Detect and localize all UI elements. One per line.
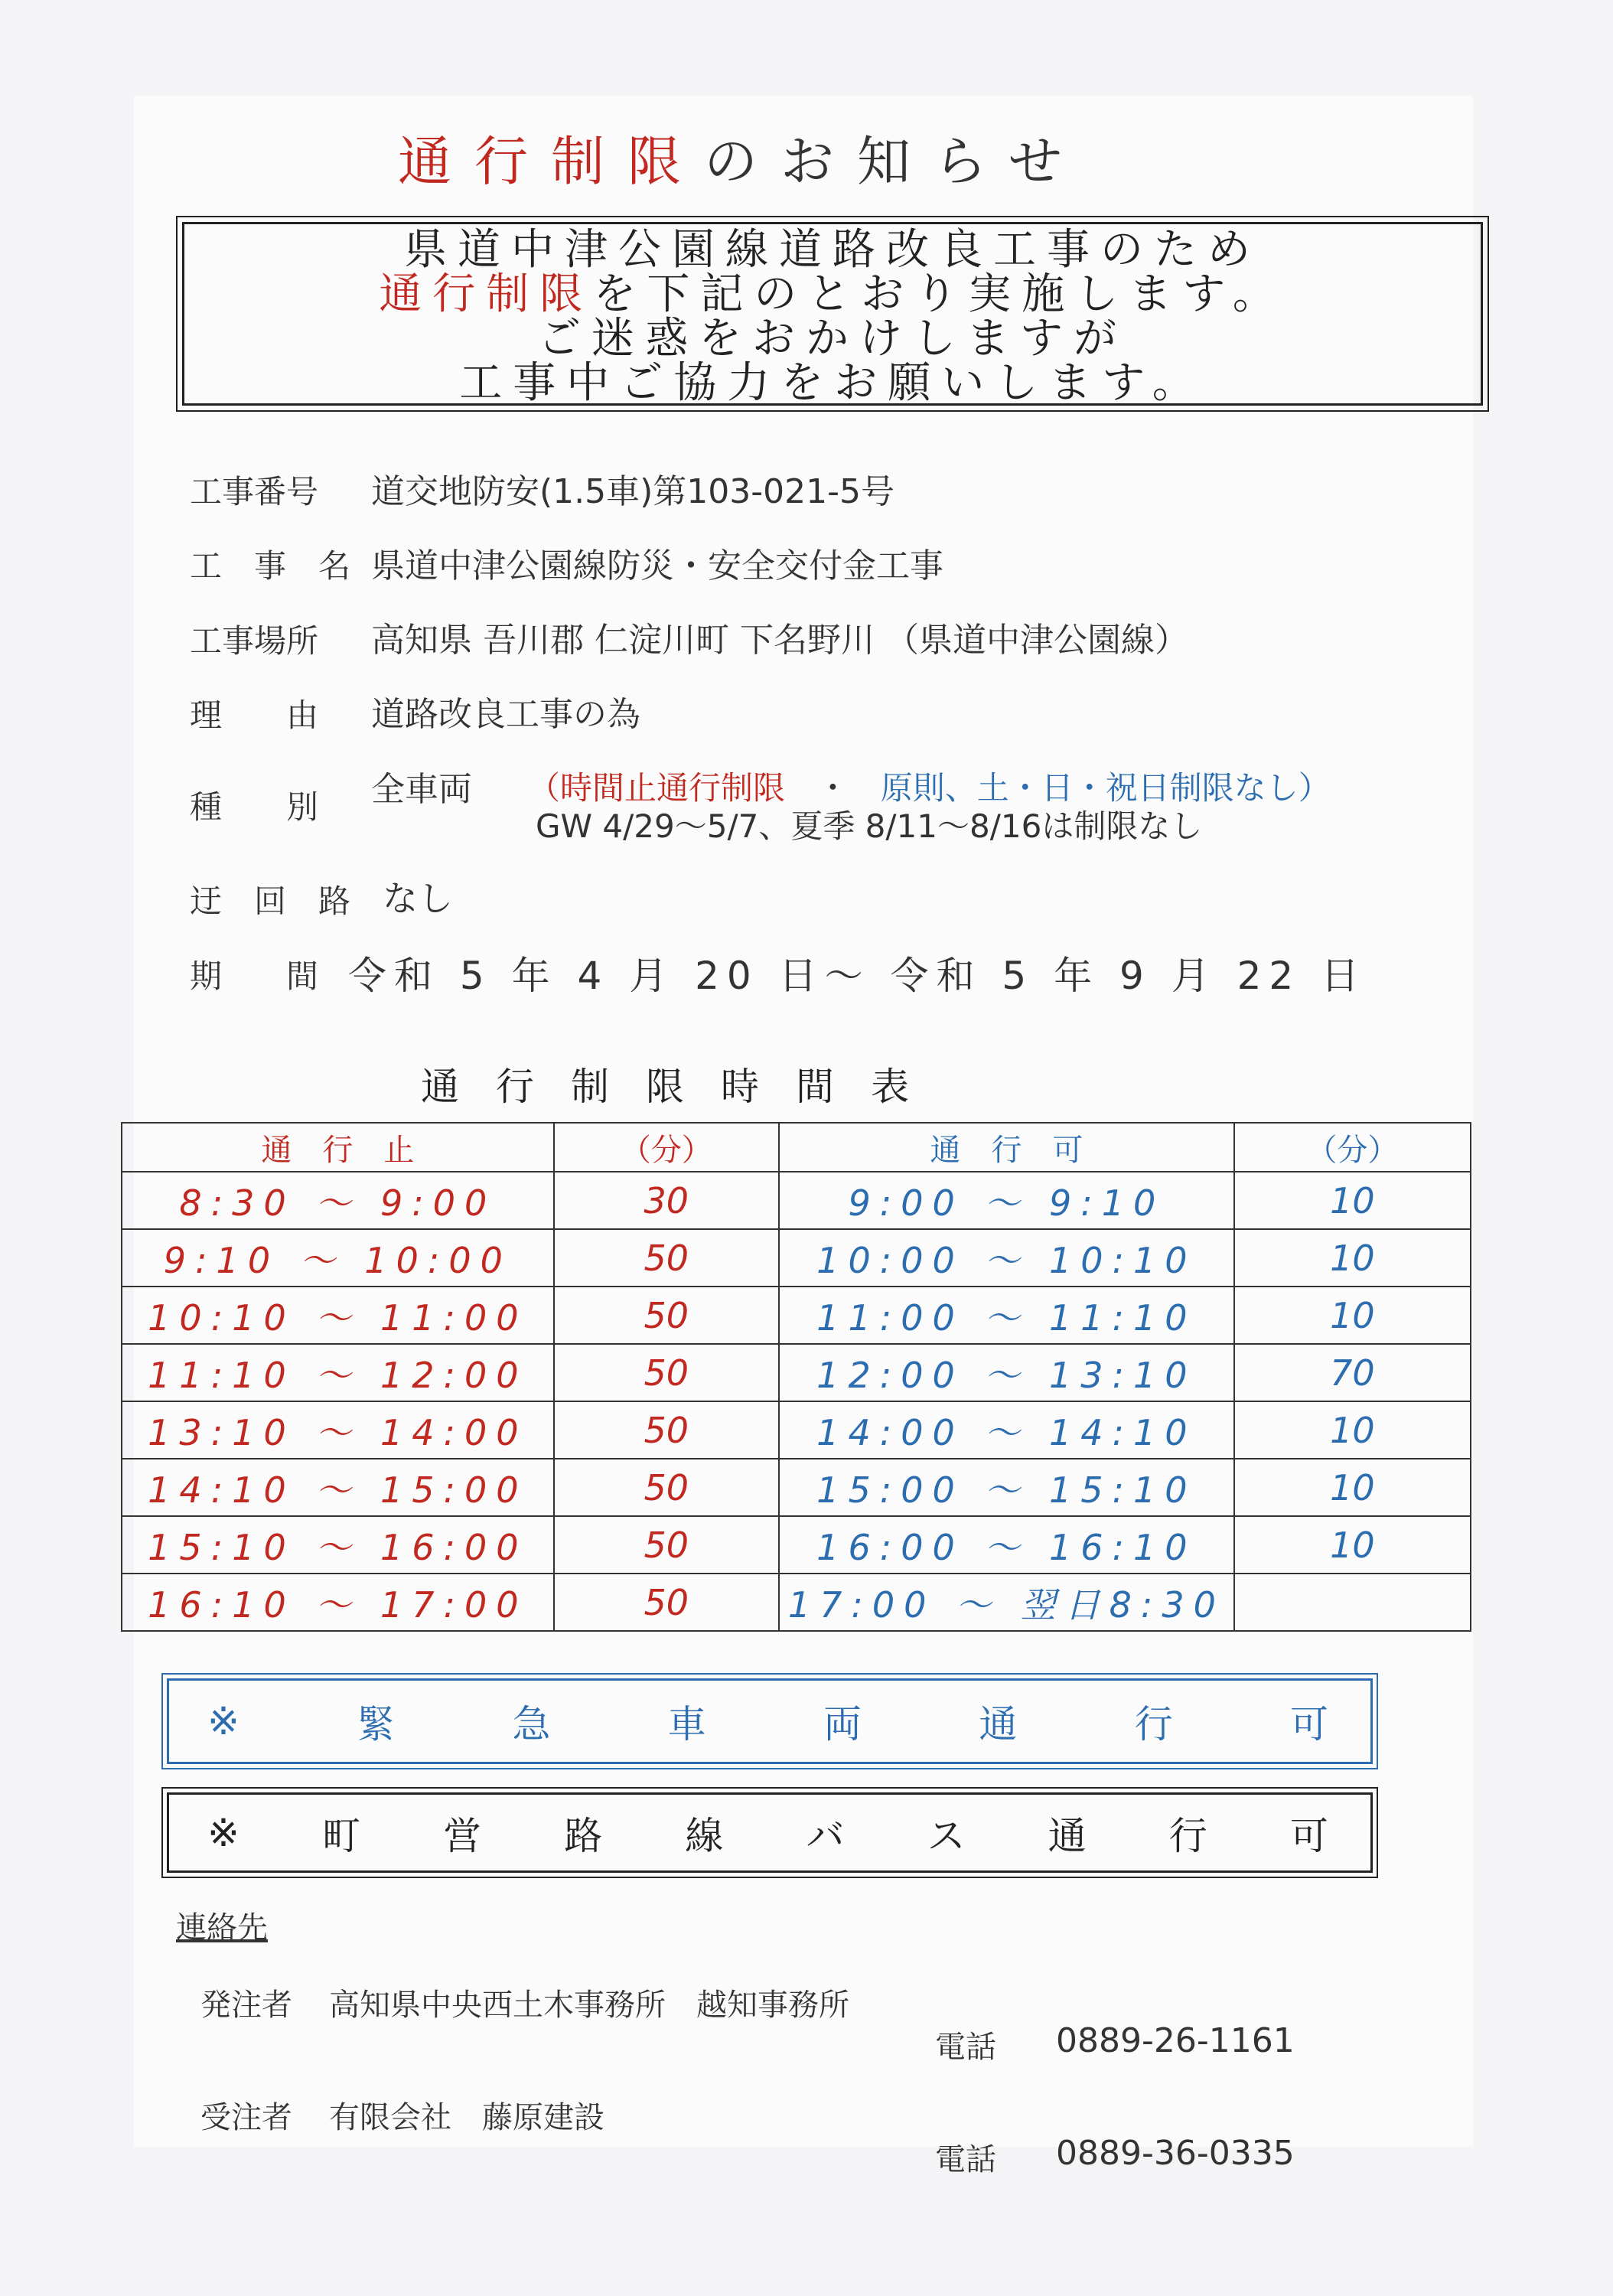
stop-time: 15:10 ～ 16:00: [122, 1516, 554, 1574]
bus-char: 通: [1048, 1813, 1087, 1858]
type-value: 全車両: [371, 770, 472, 809]
emergency-char: 緊: [357, 1702, 396, 1746]
place-label: 工事場所: [190, 622, 319, 660]
go-min: 10: [1234, 1172, 1471, 1229]
stop-min: 50: [554, 1401, 779, 1459]
go-min: 10: [1234, 1287, 1471, 1344]
emergency-char: 行: [1134, 1702, 1173, 1746]
bus-char: 行: [1168, 1813, 1207, 1858]
emergency-char: 両: [823, 1702, 862, 1746]
go-time: 14:00 ～ 14:10: [779, 1401, 1234, 1459]
notice-box: [182, 222, 1483, 406]
notice-line-4: 工事中ご協力をお願いします。: [459, 358, 1206, 408]
orderer-tel: 0889-26-1161: [1056, 2021, 1295, 2060]
notice-line-2: [184, 269, 1481, 319]
go-time: 17:00 ～ 翌日8:30: [779, 1574, 1234, 1631]
stop-time: 10:10 ～ 11:00: [122, 1287, 554, 1344]
bus-char: 路: [564, 1813, 603, 1858]
go-time: 16:00 ～ 16:10: [779, 1516, 1234, 1574]
orderer-value: 高知県中央西土木事務所 越知事務所: [329, 1988, 849, 2023]
header-go-min: （分）: [1234, 1123, 1471, 1172]
header-go: 通 行 可: [779, 1123, 1234, 1172]
go-time: 15:00 ～ 15:10: [779, 1459, 1234, 1516]
table-row: [122, 1229, 1471, 1287]
bus-char: 営: [443, 1813, 482, 1858]
table-row: [122, 1172, 1471, 1229]
reason-label: 理 由: [190, 696, 319, 734]
schedule-title: 通行制限時間表: [421, 1065, 946, 1109]
period-label: 期 間: [190, 957, 319, 995]
bus-char: ス: [927, 1813, 966, 1858]
bus-char: ※: [207, 1810, 240, 1855]
orderer-tel-label: 電話: [935, 2030, 996, 2065]
emergency-char: 車: [667, 1702, 706, 1746]
stop-time: 8:30 ～ 9:00: [122, 1172, 554, 1229]
header-stop-min: （分）: [554, 1123, 779, 1172]
stop-time: 9:10 ～ 10:00: [122, 1229, 554, 1287]
stop-min: 50: [554, 1287, 779, 1344]
table-row: [122, 1344, 1471, 1401]
bus-char: 線: [685, 1813, 724, 1858]
go-time: 12:00 ～ 13:10: [779, 1344, 1234, 1401]
go-min: 10: [1234, 1516, 1471, 1574]
emergency-char: 急: [512, 1702, 551, 1746]
emergency-char: 通: [979, 1702, 1018, 1746]
bus-char: 可: [1289, 1813, 1328, 1858]
type-note-blue: 原則、土・日・祝日制限なし）: [880, 769, 1331, 807]
emergency-char: ※: [207, 1699, 240, 1743]
go-min: 10: [1234, 1229, 1471, 1287]
go-time: 10:00 ～ 10:10: [779, 1229, 1234, 1287]
stop-time: 13:10 ～ 14:00: [122, 1401, 554, 1459]
detour-value: なし: [383, 878, 453, 919]
orderer-label: 発注者: [200, 1988, 292, 2023]
go-time: 9:00 ～ 9:10: [779, 1172, 1234, 1229]
schedule-header-row: [122, 1123, 1471, 1172]
contractor-tel: 0889-36-0335: [1056, 2134, 1295, 2173]
detour-label: 迂 回 路: [190, 882, 351, 920]
notice-line-2-red: 通行制限: [379, 269, 594, 319]
table-row: [122, 1401, 1471, 1459]
name-label: 工 事 名: [190, 547, 351, 585]
type-note-dot: ・: [816, 769, 849, 807]
name-value: 県道中津公園線防災・安全交付金工事: [371, 546, 943, 585]
stop-time: 14:10 ～ 15:00: [122, 1459, 554, 1516]
emergency-vehicle-box: [167, 1678, 1373, 1764]
stop-min: 30: [554, 1172, 779, 1229]
go-min: [1234, 1574, 1471, 1631]
type-note-line2: GW 4/29～5/7、夏季 8/11～8/16は制限なし: [536, 807, 1203, 845]
stop-min: 50: [554, 1459, 779, 1516]
contractor-label: 受注者: [200, 2100, 292, 2135]
table-row: [122, 1516, 1471, 1574]
notice-line-1: 県道中津公園線道路改良工事のため: [404, 225, 1261, 275]
notice-line-3: ご迷惑をおかけしますが: [538, 314, 1127, 364]
bus-box: [167, 1792, 1373, 1873]
stop-min: 50: [554, 1344, 779, 1401]
go-time: 11:00 ～ 11:10: [779, 1287, 1234, 1344]
go-min: 10: [1234, 1459, 1471, 1516]
stop-time: 16:10 ～ 17:00: [122, 1574, 554, 1631]
type-note-red: （時間止通行制限: [528, 769, 786, 807]
table-row: [122, 1574, 1471, 1631]
number-value: 道交地防安(1.5車)第103-021-5号: [371, 472, 895, 511]
header-stop: 通 行 止: [122, 1123, 554, 1172]
notice-line-2-black: を下記のとおり実施します。: [593, 269, 1286, 319]
number-label: 工事番号: [190, 473, 319, 510]
go-min: 10: [1234, 1401, 1471, 1459]
table-row: [122, 1459, 1471, 1516]
stop-min: 50: [554, 1229, 779, 1287]
title-black: のお知らせ: [704, 130, 1085, 193]
contact-heading: 連絡先: [176, 1910, 268, 1945]
bus-char: 町: [322, 1813, 361, 1858]
bus-char: バ: [806, 1813, 845, 1858]
table-row: [122, 1287, 1471, 1344]
contractor-value: 有限会社 藤原建設: [329, 2100, 604, 2135]
page-title: [398, 119, 1085, 196]
place-value: 高知県 吾川郡 仁淀川町 下名野川 （県道中津公園線）: [371, 621, 1188, 660]
stop-min: 50: [554, 1574, 779, 1631]
type-label: 種 別: [190, 788, 319, 826]
title-red: 通行制限: [398, 130, 704, 193]
contractor-tel-label: 電話: [935, 2142, 996, 2177]
stop-time: 11:10 ～ 12:00: [122, 1344, 554, 1401]
emergency-char: 可: [1289, 1702, 1328, 1746]
schedule-table: [121, 1122, 1471, 1632]
reason-value: 道路改良工事の為: [371, 695, 640, 734]
stop-min: 50: [554, 1516, 779, 1574]
go-min: 70: [1234, 1344, 1471, 1401]
period-value: 令和 5 年 4 月 20 日～ 令和 5 年 9 月 22 日: [348, 954, 1367, 998]
